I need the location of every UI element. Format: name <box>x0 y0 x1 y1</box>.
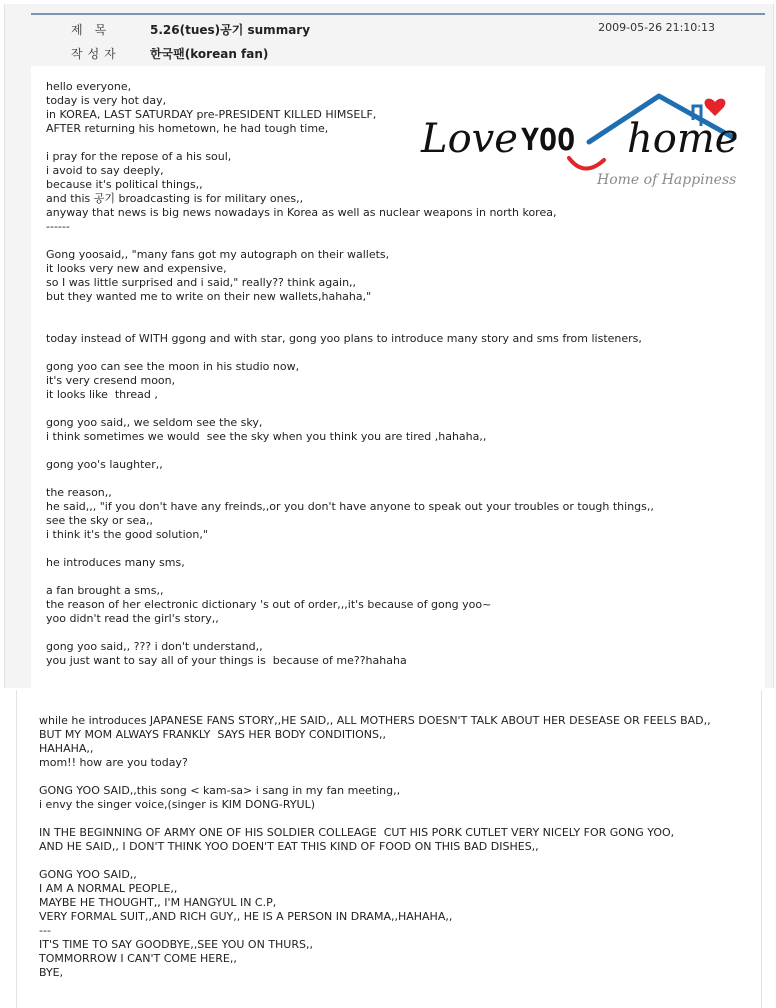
text-line: gong yoo can see the moon in his studio now, <box>46 360 300 373</box>
text-line: it's very cresend moon, <box>46 374 176 387</box>
text-line <box>46 304 654 318</box>
text-line <box>46 542 654 556</box>
text-line: because it's political things,, <box>46 178 203 191</box>
text-line <box>46 626 654 640</box>
text-line <box>46 570 654 584</box>
text-line: he said,,, "if you don't have any freinds,,or you don't have anyone to speak out your troubles or tough things,, <box>46 500 654 513</box>
text-line: IN THE BEGINNING OF ARMY ONE OF HIS SOLDIER COLLEAGE CUT HIS PORK CUTLET VERY NICELY FOR GONG YOO, <box>39 826 675 839</box>
text-line <box>46 444 654 458</box>
text-line <box>46 318 654 332</box>
text-line <box>46 402 654 416</box>
text-line: gong yoo's laughter,, <box>46 458 163 471</box>
text-line: gong yoo said,, ??? i don't understand,, <box>46 640 263 653</box>
text-line <box>46 234 654 248</box>
title-label: 제목 <box>71 23 119 37</box>
text-line: HAHAHA,, <box>39 742 94 755</box>
text-line: BYE, <box>39 966 64 979</box>
text-line: the reason,, <box>46 486 112 499</box>
text-line: and this 공기 broadcasting is for military ones,, <box>46 192 304 205</box>
logo-yoo-text: YOO <box>521 123 576 158</box>
logo-tagline: Home of Happiness <box>597 172 737 188</box>
text-line: GONG YOO SAID,,this song < kam-sa> i sang in my fan meeting,, <box>39 784 401 797</box>
text-line: MAYBE HE THOUGHT,, I'M HANGYUL IN C.P, <box>39 896 277 909</box>
post-panel <box>4 4 774 688</box>
post-author: 한국팬(korean fan) <box>150 47 269 61</box>
text-line: today is very hot day, <box>46 94 167 107</box>
text-line: i think sometimes we would see the sky when you think you are tired ,hahaha,, <box>46 430 487 443</box>
text-line <box>46 346 654 360</box>
text-line: but they wanted me to write on their new wallets,hahaha," <box>46 290 372 303</box>
author-label: 작성자 <box>71 47 121 61</box>
text-line: TOMMORROW I CAN'T COME HERE,, <box>39 952 237 965</box>
text-line: BUT MY MOM ALWAYS FRANKLY SAYS HER BODY CONDITIONS,, <box>39 728 386 741</box>
text-line: so I was little surprised and i said," really?? think again,, <box>46 276 357 289</box>
text-line <box>39 770 739 784</box>
header-divider <box>31 13 765 15</box>
logo-love-text: Love <box>421 116 518 162</box>
text-line: I AM A NORMAL PEOPLE,, <box>39 882 178 895</box>
logo-home-text: home <box>627 116 739 162</box>
text-line: you just want to say all of your things is because of me??hahaha <box>46 654 407 667</box>
text-line: anyway that news is big news nowadays in Korea as well as nuclear weapons in north korea, <box>46 206 557 219</box>
text-line: Gong yoosaid,, "many fans got my autograph on their wallets, <box>46 248 390 261</box>
text-line: the reason of her electronic dictionary 's out of order,,,it's because of gong yoo~ <box>46 598 492 611</box>
text-line: he introduces many sms, <box>46 556 185 569</box>
text-line: it looks like thread , <box>46 388 158 401</box>
post-date: 2009-05-26 21:10:13 <box>598 21 715 34</box>
text-line: today instead of WITH ggong and with star, gong yoo plans to introduce many story and sms from listeners, <box>46 332 642 345</box>
text-line: VERY FORMAL SUIT,,AND RICH GUY,, HE IS A PERSON IN DRAMA,,HAHAHA,, <box>39 910 453 923</box>
text-line: hello everyone, <box>46 80 132 93</box>
text-line: a fan brought a sms,, <box>46 584 164 597</box>
text-line: IT'S TIME TO SAY GOODBYE,,SEE YOU ON THURS,, <box>39 938 313 951</box>
post-content <box>31 66 765 688</box>
text-line <box>46 472 654 486</box>
text-line: gong yoo said,, we seldom see the sky, <box>46 416 263 429</box>
text-line: in KOREA, LAST SATURDAY pre-PRESIDENT KILLED HIMSELF, <box>46 108 377 121</box>
author-row <box>31 40 765 64</box>
text-line: GONG YOO SAID,, <box>39 868 137 881</box>
text-line: AND HE SAID,, I DON'T THINK YOO DOEN'T EAT THIS KIND OF FOOD ON THIS BAD DISHES,, <box>39 840 539 853</box>
text-line: see the sky or sea,, <box>46 514 154 527</box>
love-yoo-home-logo <box>419 80 749 190</box>
text-line: ------ <box>46 220 70 233</box>
text-line: i avoid to say deeply, <box>46 164 164 177</box>
text-line: i envy the singer voice,(singer is KIM DONG-RYUL) <box>39 798 316 811</box>
text-line: AFTER returning his hometown, he had tough time, <box>46 122 329 135</box>
post-body-continued <box>39 714 739 980</box>
text-line: while he introduces JAPANESE FANS STORY,,HE SAID,, ALL MOTHERS DOESN'T TALK ABOUT HER DESEASE OR FEELS BAD,, <box>39 714 711 727</box>
heart-icon <box>705 99 726 116</box>
text-line: --- <box>39 924 51 937</box>
smile-shape <box>569 158 604 169</box>
text-line: yoo didn't read the girl's story,, <box>46 612 219 625</box>
post-continuation <box>16 690 762 1008</box>
post-title: 5.26(tues)공기 summary <box>150 23 311 37</box>
text-line: i pray for the repose of a his soul, <box>46 150 232 163</box>
title-row <box>31 16 765 40</box>
text-line: i think it's the good solution," <box>46 528 208 541</box>
text-line <box>39 812 739 826</box>
text-line: it looks very new and expensive, <box>46 262 227 275</box>
text-line <box>39 854 739 868</box>
text-line: mom!! how are you today? <box>39 756 188 769</box>
